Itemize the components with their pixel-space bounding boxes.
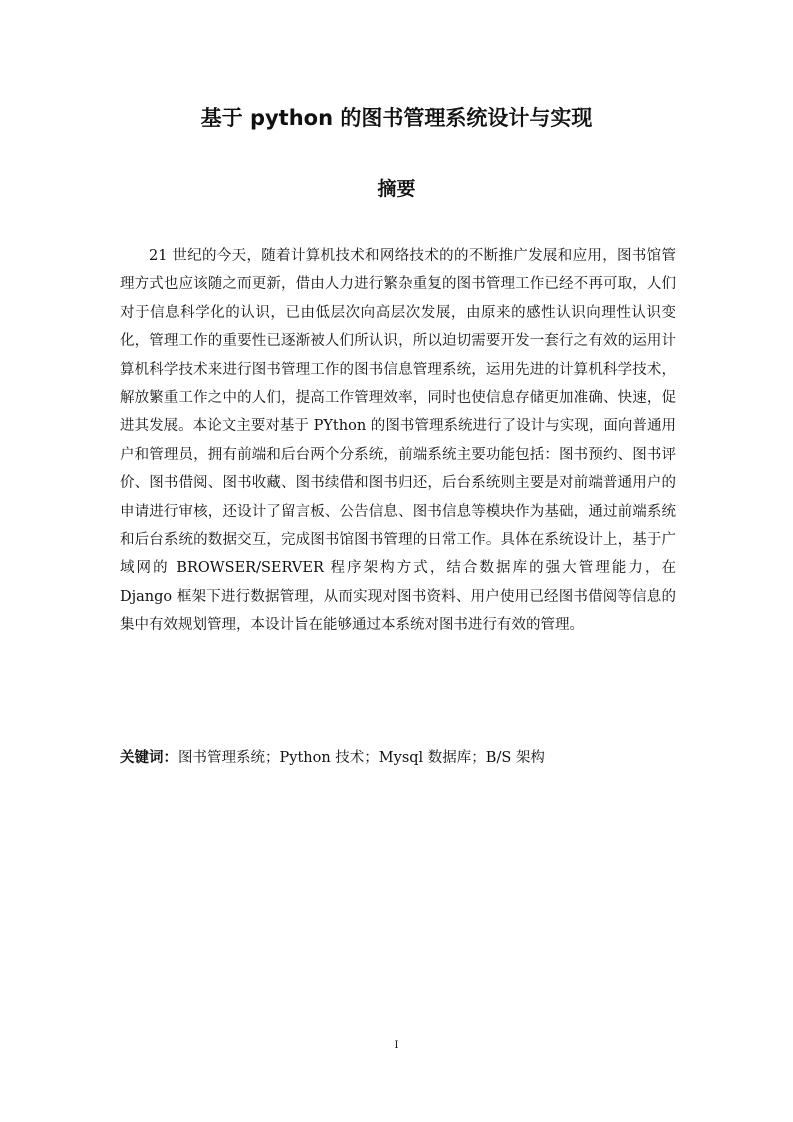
keywords-label: 关键词：: [120, 750, 178, 766]
keywords-text: 图书管理系统；Python 技术；Mysql 数据库；B/S 架构: [178, 750, 545, 766]
paper-title: 基于 python 的图书管理系统设计与实现: [200, 106, 593, 130]
abstract-heading: 摘要: [377, 178, 416, 200]
abstract-paragraph: 21 世纪的今天，随着计算机技术和网络技术的的不断推广发展和应用，图书馆管理方式也应该随之而更新，借由人力进行繁杂重复的图书管理工作已经不再可取，人们对于信息科学化的认识，已由低层次向高层次发展，由原来的感性认识向理性认识变化，管理工作的重要性已逐渐被人们所认识，所以迫切需要开发一套行之有效的运用计算机科学技术来进行图书管理工作的图书信息管理系统，运用先进的计算机科学技术，解放繁重工作之中的人们，提高工作管理效率，同时也使信息存储更加准确、快速，促进其发展。本论文主要对基于 PYthon 的图书管理系统进行了设计与实现，面向普通用户和管理员，拥有前端和后台两个分系统，前端系统主要功能包括：图书预约、图书评价、图书借阅、图书收藏、图书续借和图书归还，后台系统则主要是对前端普通用户的申请进行审核，还设计了留言板、公告信息、图书信息等模块作为基础，通过前端系统和后台系统的数据交互，完成图书馆图书管理的日常工作。具体在系统设计上，基于广域网的 BROWSER/SERVER 程序架构方式，结合数据库的强大管理能力，在 Django 框架下进行数据管理，从而实现对图书资料、用户使用已经图书借阅等信息的集中有效规划管理，本设计旨在能够通过本系统对图书进行有效的管理。: [120, 248, 676, 634]
keywords-line: [120, 744, 676, 772]
page-number: I: [394, 1040, 399, 1051]
